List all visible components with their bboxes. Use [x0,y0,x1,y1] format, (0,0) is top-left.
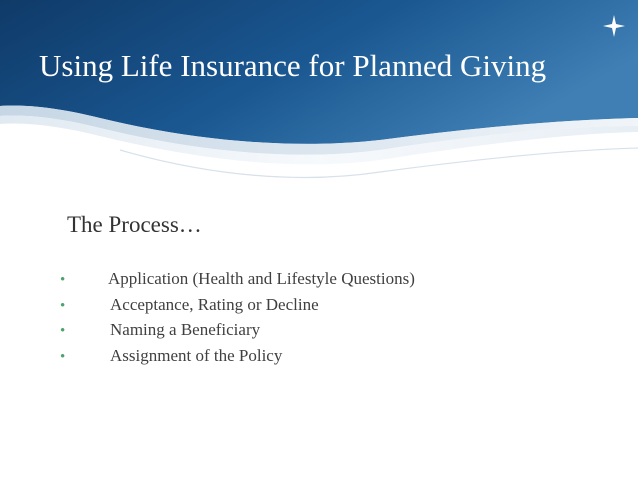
bullet-text: Assignment of the Policy [110,345,283,365]
bullet-text: Naming a Beneficiary [110,320,261,339]
star-icon [602,14,626,38]
bullet-text: Acceptance, Rating or Decline [110,294,319,314]
bullet-icon: • [60,297,66,314]
bullet-icon: • [60,272,66,288]
list-item [60,266,415,292]
bullet-icon: • [60,323,66,339]
bullet-text: Application (Health and Lifestyle Questions) [108,269,415,288]
slide-title: Using Life Insurance for Planned Giving [39,48,547,83]
list-item [60,292,415,318]
header-banner [0,0,638,190]
bullet-icon: • [60,348,66,365]
list-item [60,317,415,343]
bullet-list [60,266,415,368]
section-heading: The Process… [67,212,202,237]
list-item [60,343,415,369]
